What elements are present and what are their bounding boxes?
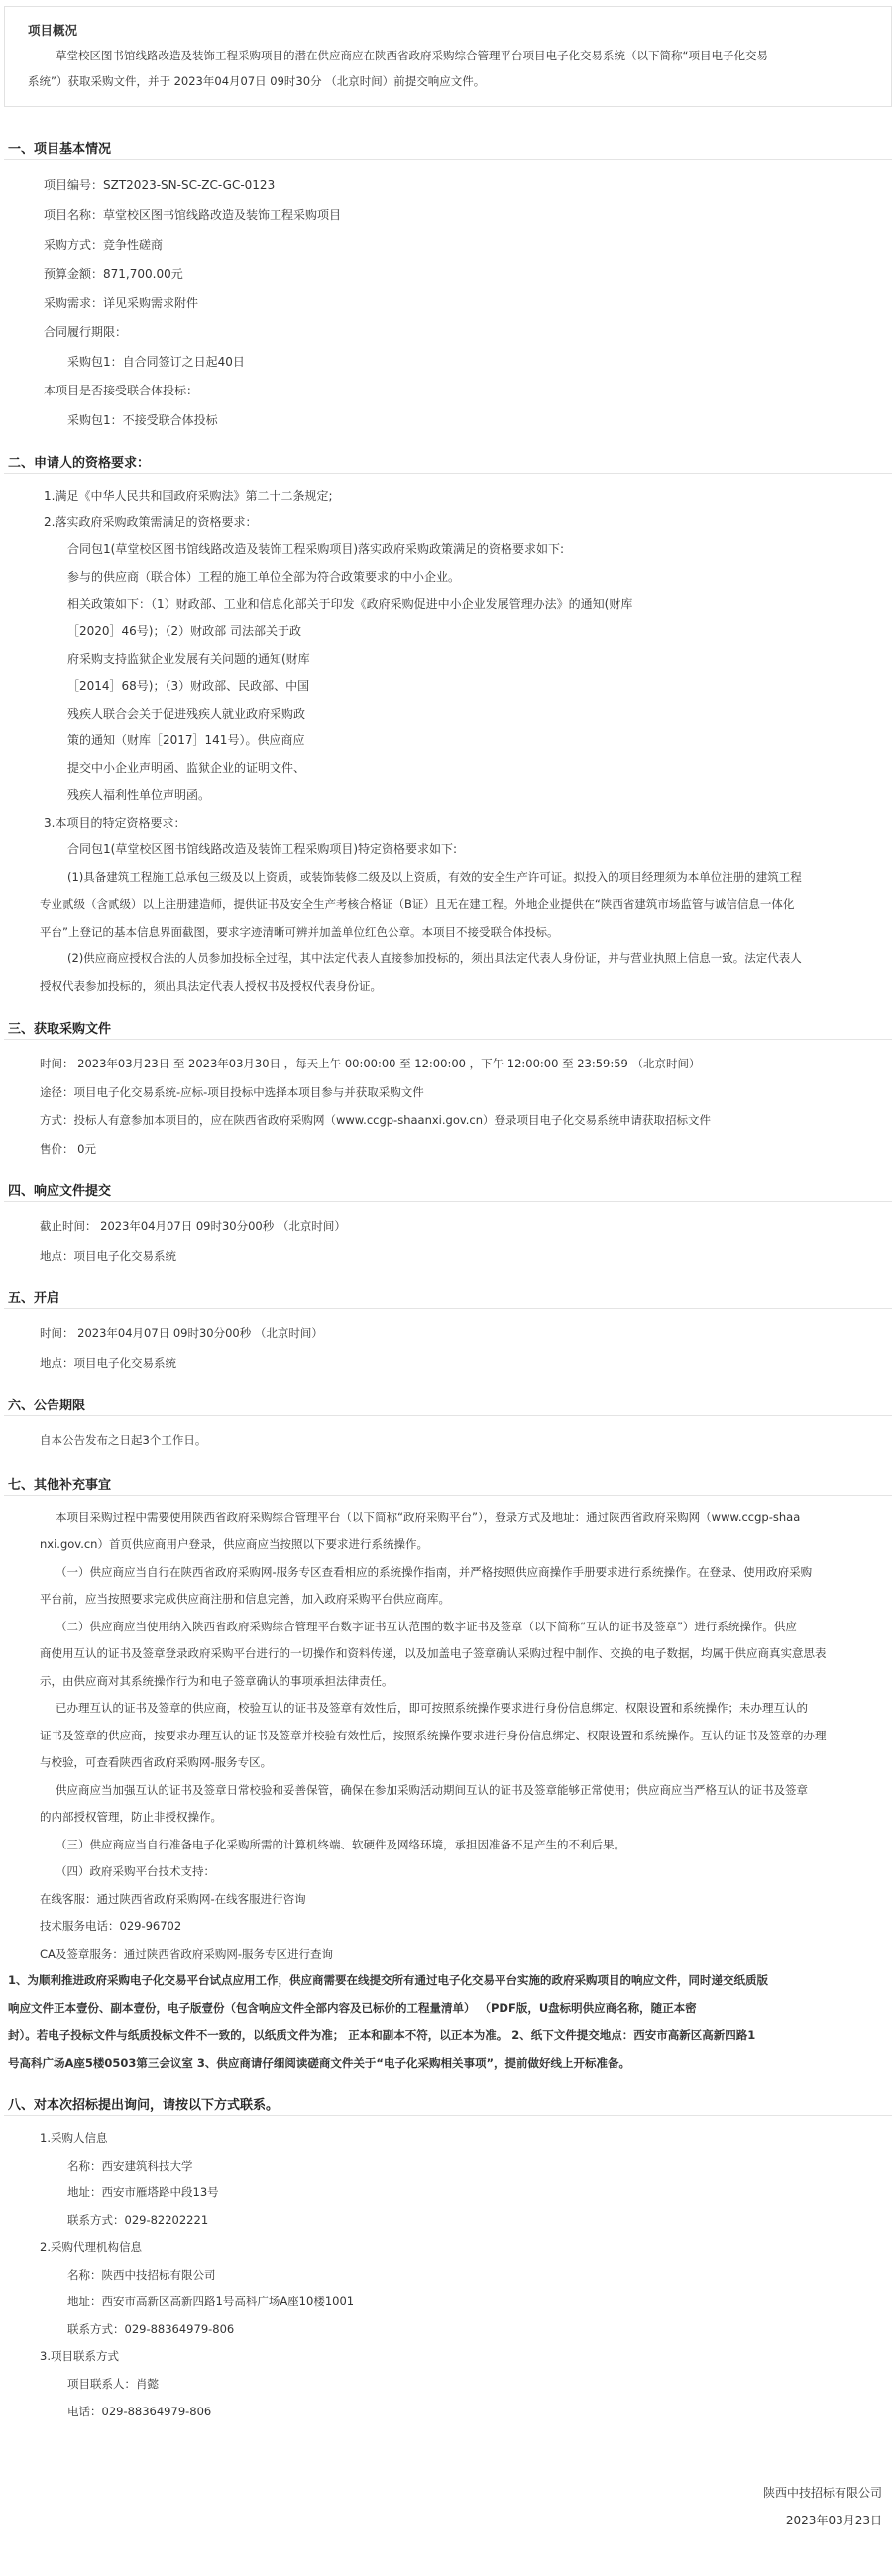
contact-heading: 3.项目联系方式 [40, 2349, 119, 2363]
section-8-title: 八、对本次招标提出询问，请按以下方式联系。 [8, 2098, 280, 2113]
purchaser-phone: 联系方式：029-82202221 [67, 2213, 209, 2227]
qualification-line: 2.落实政府采购政策需满足的资格要求： [44, 515, 258, 529]
project-name: 项目名称：草堂校区图书馆线路改造及装饰工程采购项目 [44, 208, 342, 222]
qualification-line: 1.满足《中华人民共和国政府采购法》第二十二条规定; [44, 489, 333, 503]
section-3-title: 三、获取采购文件 [8, 1022, 112, 1037]
section-4-title: 四、响应文件提交 [8, 1184, 112, 1199]
procurement-method: 采购方式：竞争性磋商 [44, 238, 164, 252]
supplement-line: 示，由供应商对其系统操作行为和电子签章确认的事项承担法律责任。 [40, 1674, 393, 1688]
qualification-line: 残疾人福利性单位声明函。 [67, 788, 211, 802]
contact-heading: 1.采购人信息 [40, 2131, 108, 2145]
qualification-line: 府采购支持监狱企业发展有关问题的通知(财库 [67, 652, 310, 666]
supplement-line: 与校验，可查看陕西省政府采购网-服务专区。 [40, 1755, 273, 1769]
qualification-line: 专业贰级（含贰级）以上注册建造师，提供证书及安全生产考核合格证（B证）且无在建工程。外地企业提供在“陕西省建筑市场监管与诚信信息一体化 [40, 897, 795, 911]
qualification-line: 残疾人联合会关于促进残疾人就业政府采购政 [67, 707, 306, 721]
submission-location: 地点：项目电子化交易系统 [40, 1249, 176, 1263]
footer-date: 2023年03月23日 [785, 2514, 882, 2527]
agency-phone: 联系方式：029-88364979-806 [67, 2322, 235, 2336]
opening-location: 地点：项目电子化交易系统 [40, 1356, 176, 1370]
section-2-divider [4, 473, 892, 474]
announcement-period: 自本公告发布之日起3个工作日。 [40, 1433, 207, 1447]
supplement-line: 的内部授权管理，防止非授权操作。 [40, 1810, 222, 1824]
section-6-divider [4, 1415, 892, 1416]
section-3-divider [4, 1039, 892, 1040]
supplement-line: 平台前，应当按照要求完成供应商注册和信息完善，加入政府采购平台供应商库。 [40, 1592, 450, 1606]
supplement-line: （三）供应商应当自行准备电子化采购所需的计算机终端、软硬件及网络环境，承担因准备不足产生的不利后果。 [56, 1838, 625, 1851]
supplement-line: （一）供应商应当自行在陕西省政府采购网-服务专区查看相应的系统操作指南，并严格按照供应商操作手册要求进行系统操作。在登录、使用政府采购 [56, 1565, 813, 1579]
qualification-line: 授权代表参加投标的，须出具法定代表人授权书及授权代表身份证。 [40, 979, 382, 993]
qualification-line: 策的通知（财库［2017］141号）。供应商应 [67, 733, 305, 747]
qualification-line: 平台”上登记的基本信息界面截图，要求字迹清晰可辨并加盖单位红色公章。本项目不接受联合体投标。 [40, 925, 559, 939]
supplement-notice-line: 1、为顺利推进政府采购电子化交易平台试点应用工作，供应商需要在线提交所有通过电子化交易平台实施的政府采购项目的响应文件，同时递交纸质版 [8, 1973, 768, 1987]
acquisition-time: 时间： 2023年03月23日 至 2023年03月30日 ，每天上午 00:00:00 至 12:00:00 ，下午 12:00:00 至 23:59:59 （北京时间） [40, 1057, 701, 1070]
supplement-line: nxi.gov.cn）首页供应商用户登录，供应商应当按照以下要求进行系统操作。 [40, 1537, 428, 1551]
section-2-title: 二、申请人的资格要求： [8, 456, 151, 471]
qualification-line: ［2020］46号)；（2）财政部 司法部关于政 [67, 624, 301, 638]
supplement-line: 商使用互认的证书及签章登录政府采购平台进行的一切操作和资料传递，以及加盖电子签章确认采购过程中制作、交换的电子数据，均属于供应商真实意思表 [40, 1646, 827, 1660]
supplement-line: 证书及签章的供应商，按要求办理互认的证书及签章并校验有效性后，按照系统操作要求进行身份信息绑定、权限设置和系统操作。互认的证书及签章的办理 [40, 1729, 827, 1742]
overview-text-line-1: 草堂校区图书馆线路改造及装饰工程采购项目的潜在供应商应在陕西省政府采购综合管理平台项目电子化交易系统（以下简称“项目电子化交易 [56, 49, 768, 62]
opening-time: 时间： 2023年04月07日 09时30分00秒 （北京时间） [40, 1326, 323, 1340]
qualification-line: (2)供应商应授权合法的人员参加投标全过程，其中法定代表人直接参加投标的，须出具法定代表人身份证，并与营业执照上信息一致。法定代表人 [67, 952, 802, 965]
section-1-title: 一、项目基本情况 [8, 142, 112, 157]
budget-amount: 预算金额：871,700.00元 [44, 267, 183, 280]
qualification-line: (1)具备建筑工程施工总承包三级及以上资质，或装饰装修二级及以上资质，有效的安全生产许可证。拟投入的项目经理须为本单位注册的建筑工程 [67, 870, 802, 884]
overview-title: 项目概况 [28, 23, 78, 38]
supplement-line: （二）供应商应当使用纳入陕西省政府采购综合管理平台数字证书互认范围的数字证书及签章（以下简称“互认的证书及签章”）进行系统操作。供应 [56, 1620, 797, 1633]
acquisition-price: 售价： 0元 [40, 1142, 96, 1156]
purchaser-name: 名称：西安建筑科技大学 [67, 2159, 193, 2173]
supplement-line: 已办理互认的证书及签章的供应商，校验互认的证书及签章有效性后，即可按照系统操作要求进行身份信息绑定、权限设置和系统操作；未办理互认的 [56, 1701, 808, 1715]
supplement-line: 技术服务电话：029-96702 [40, 1919, 182, 1933]
section-5-divider [4, 1308, 892, 1309]
supplement-notice-line: 号高科广场A座5楼0503第三会议室 3、供应商请仔细阅读磋商文件关于“电子化采购相关事项”，提前做好线上开标准备。 [8, 2056, 631, 2070]
consortium-value: 采购包1：不接受联合体投标 [67, 413, 218, 427]
qualification-line: 相关政策如下：（1）财政部、工业和信息化部关于印发《政府采购促进中小企业发展管理办法》的通知(财库 [67, 597, 633, 611]
qualification-line: 合同包1(草堂校区图书馆线路改造及装饰工程采购项目)落实政府采购政策满足的资格要求如下: [67, 542, 565, 556]
supplement-notice-line: 响应文件正本壹份、副本壹份，电子版壹份（包含响应文件全部内容及已标价的工程量清单） （PDF版，U盘标明供应商名称，随正本密 [8, 2001, 697, 2015]
agency-name: 名称：陕西中技招标有限公司 [67, 2268, 216, 2282]
acquisition-route: 途径：项目电子化交易系统-应标-项目投标中选择本项目参与并获取采购文件 [40, 1085, 424, 1099]
supplement-line: 在线客服：通过陕西省政府采购网-在线客服进行咨询 [40, 1892, 306, 1906]
supplement-notice-line: 封）。若电子投标文件与纸质投标文件不一致的，以纸质文件为准； 正本和副本不符，以正本为准。 2、纸下文件提交地点：西安市高新区高新四路1 [8, 2028, 756, 2042]
contact-heading: 2.采购代理机构信息 [40, 2240, 142, 2254]
project-contact-person: 项目联系人：肖懿 [67, 2377, 159, 2391]
supplement-line: CA及签章服务：通过陕西省政府采购网-服务专区进行查询 [40, 1947, 334, 1960]
section-4-divider [4, 1201, 892, 1202]
qualification-line: 提交中小企业声明函、监狱企业的证明文件、 [67, 761, 306, 775]
project-contact-phone: 电话：029-88364979-806 [67, 2405, 212, 2418]
section-1-divider [4, 159, 892, 160]
consortium-label: 本项目是否接受联合体投标： [44, 384, 199, 397]
section-6-title: 六、公告期限 [8, 1399, 86, 1413]
overview-text-line-2: 系统”）获取采购文件，并于 2023年04月07日 09时30分 （北京时间）前提交响应文件。 [28, 74, 486, 88]
supplement-line: 本项目采购过程中需要使用陕西省政府采购综合管理平台（以下简称“政府采购平台”），登录方式及地址：通过陕西省政府采购网（www.ccgp-shaa [56, 1511, 801, 1524]
contract-period-label: 合同履行期限： [44, 325, 128, 339]
supplement-line: （四）政府采购平台技术支持： [56, 1864, 215, 1878]
qualification-line: 合同包1(草堂校区图书馆线路改造及装饰工程采购项目)特定资格要求如下: [67, 842, 458, 856]
procurement-requirement: 采购需求：详见采购需求附件 [44, 296, 199, 310]
supplement-line: 供应商应当加强互认的证书及签章日常校验和妥善保管，确保在参加采购活动期间互认的证书及签章能够正常使用；供应商应当严格互认的证书及签章 [56, 1783, 808, 1797]
section-5-title: 五、开启 [8, 1291, 60, 1306]
section-8-divider [4, 2115, 892, 2116]
section-7-title: 七、其他补充事宜 [8, 1478, 112, 1493]
acquisition-way: 方式：投标人有意参加本项目的，应在陕西省政府采购网（www.ccgp-shaanxi.gov.cn）登录项目电子化交易系统申请获取招标文件 [40, 1113, 712, 1127]
submission-deadline: 截止时间： 2023年04月07日 09时30分00秒 （北京时间） [40, 1219, 346, 1233]
section-7-divider [4, 1495, 892, 1496]
footer-company: 陕西中技招标有限公司 [762, 2486, 882, 2500]
agency-address: 地址：西安市高新区高新四路1号高科广场A座10楼1001 [67, 2295, 355, 2308]
purchaser-address: 地址：西安市雁塔路中段13号 [67, 2185, 219, 2199]
qualification-line: ［2014］68号)；（3）财政部、民政部、中国 [67, 679, 310, 693]
contract-period-value: 采购包1：自合同签订之日起40日 [67, 355, 245, 369]
project-number: 项目编号：SZT2023-SN-SC-ZC-GC-0123 [44, 178, 276, 192]
qualification-line: 3.本项目的特定资格要求： [44, 816, 186, 830]
qualification-line: 参与的供应商（联合体）工程的施工单位全部为符合政策要求的中小企业。 [67, 570, 461, 584]
